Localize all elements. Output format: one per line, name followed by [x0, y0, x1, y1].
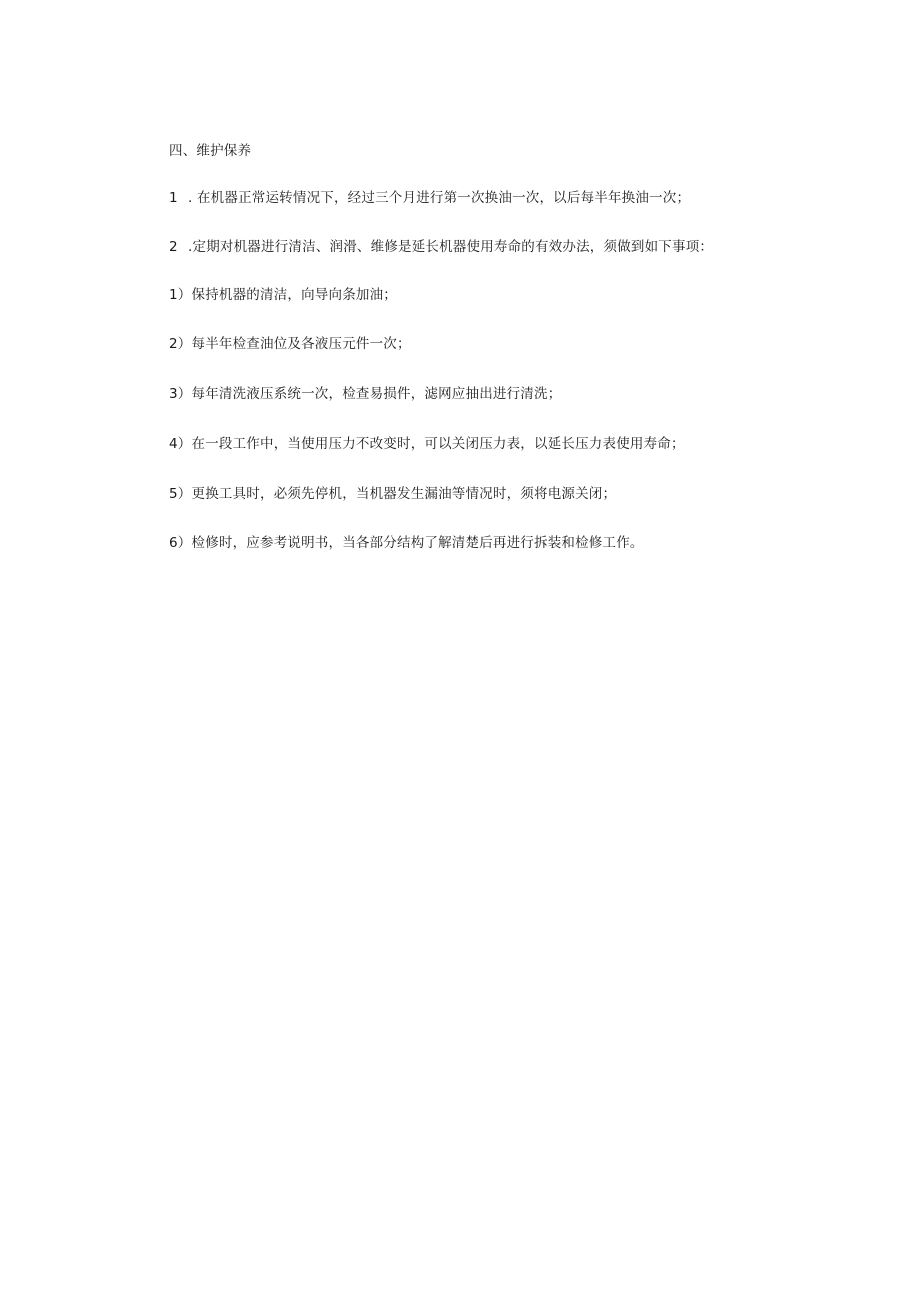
subitem-text: 每半年检查油位及各液压元件一次；	[191, 336, 411, 352]
subitem-text: 保持机器的清洁，向导向条加油；	[191, 287, 397, 303]
list-item	[169, 189, 690, 207]
item-number: 1	[169, 190, 178, 206]
section-heading: 四、维护保养	[169, 143, 252, 159]
subitem-text: 检修时，应参考说明书，当各部分结构了解清楚后再进行拆装和检修工作。	[191, 535, 644, 551]
item-text: .定期对机器进行清洁、润滑、维修是延长机器使用寿命的有效办法，须做到如下事项：	[188, 239, 714, 255]
subitem-number: 1）	[169, 287, 192, 303]
sub-list-item	[169, 435, 685, 453]
sub-list-item	[169, 485, 616, 503]
subitem-number: 6）	[169, 535, 192, 551]
subitem-text: 更换工具时，必须先停机，当机器发生漏油等情况时，须将电源关闭；	[191, 486, 617, 502]
subitem-number: 4）	[169, 436, 192, 452]
subitem-number: 2）	[169, 336, 192, 352]
subitem-text: 在一段工作中，当使用压力不改变时，可以关闭压力表，以延长压力表使用寿命；	[191, 436, 685, 452]
subitem-number: 5）	[169, 486, 192, 502]
sub-list-item	[169, 286, 397, 304]
item-text: . 在机器正常运转情况下，经过三个月进行第一次换油一次，以后每半年换油一次；	[188, 190, 691, 206]
subitem-text: 每年清洗液压系统一次，检查易损件，滤网应抽出进行清洗；	[191, 386, 562, 402]
subitem-number: 3）	[169, 386, 192, 402]
sub-list-item	[169, 335, 411, 353]
item-number: 2	[169, 239, 178, 255]
sub-list-item	[169, 385, 561, 403]
sub-list-item	[169, 534, 644, 552]
list-item	[169, 238, 713, 256]
